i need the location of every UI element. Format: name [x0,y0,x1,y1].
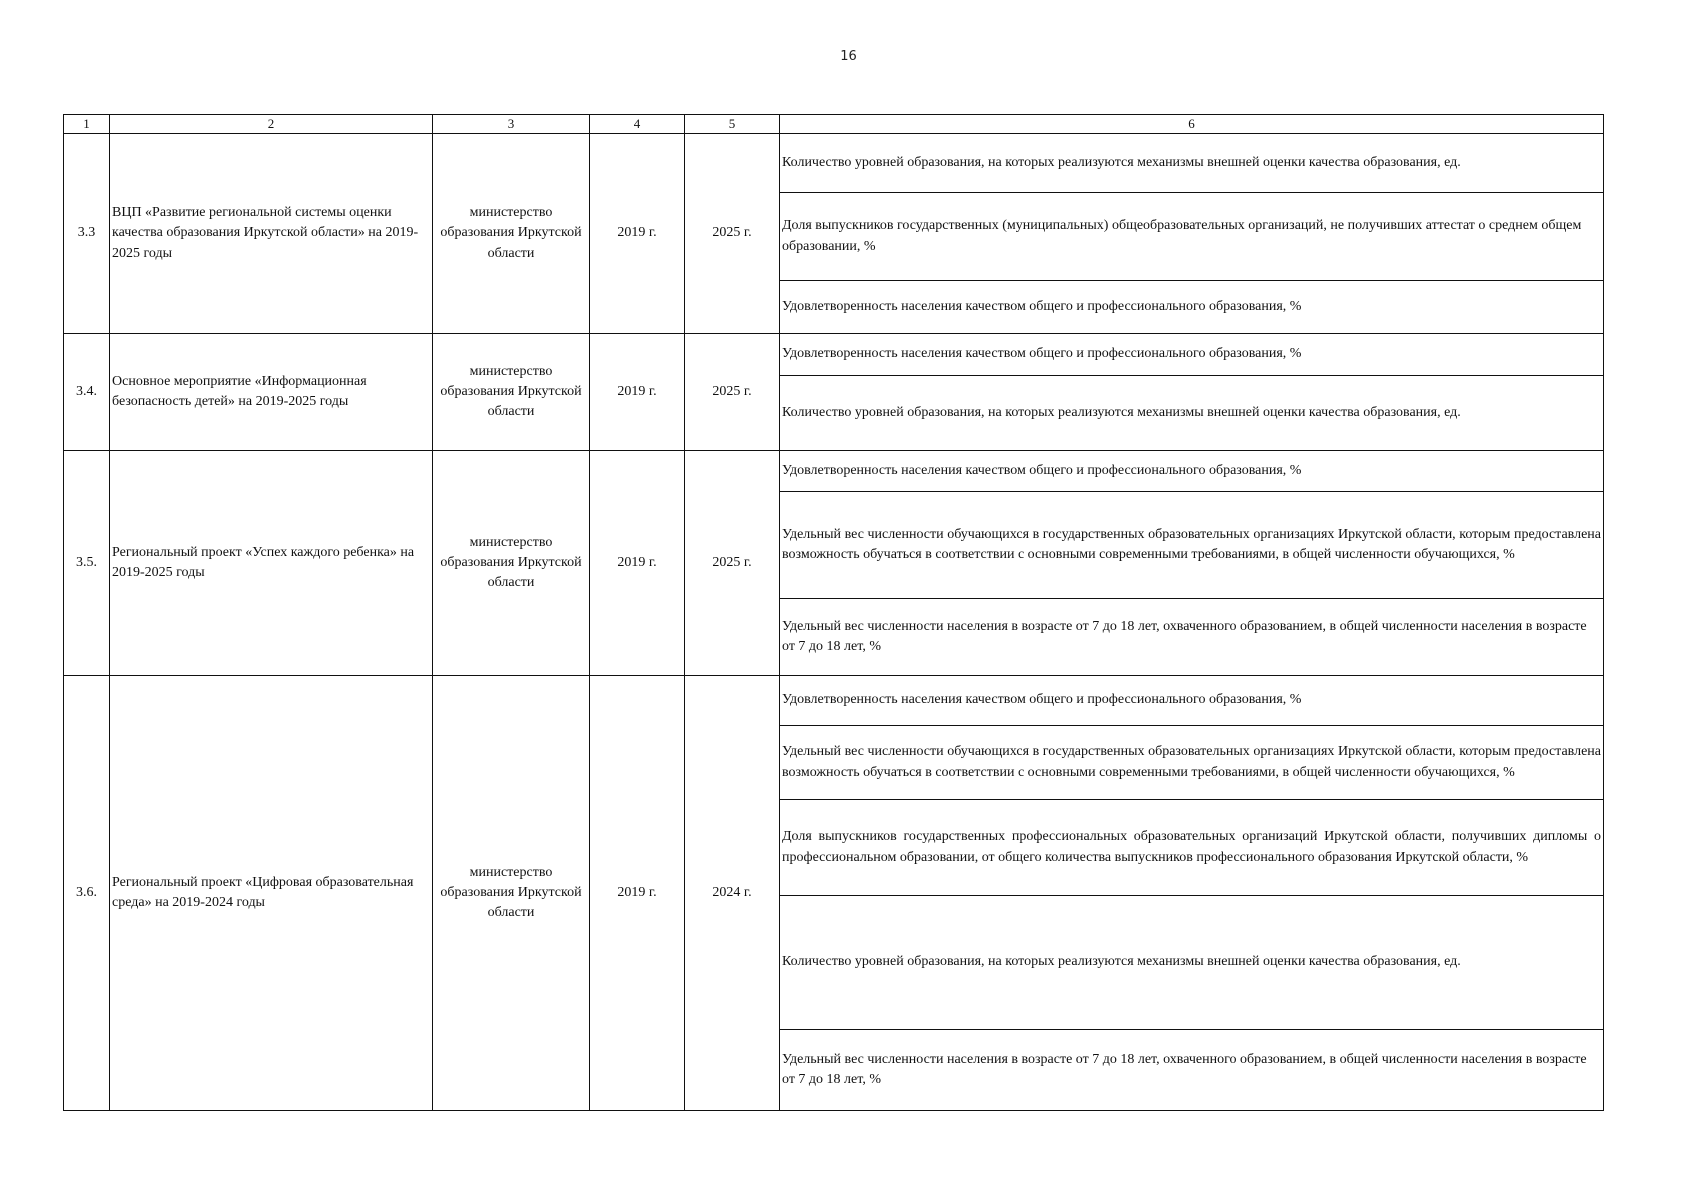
start-year: 2019 г. [590,451,685,676]
program-name: Основное мероприятие «Информационная безопасность детей» на 2019-2025 годы [110,334,433,451]
table-row [64,451,1604,492]
end-year: 2025 г. [685,451,780,676]
table-row [64,334,1604,376]
indicator: Удовлетворенность населения качеством общего и профессионального образования, % [780,451,1604,492]
indicator: Удовлетворенность населения качеством общего и профессионального образования, % [780,676,1604,726]
indicator: Количество уровней образования, на которых реализуются механизмы внешней оценки качества образования, ед. [780,896,1604,1030]
programs-table [63,114,1604,1111]
end-year: 2025 г. [685,334,780,451]
indicator: Доля выпускников государственных (муниципальных) общеобразовательных организаций, не получивших аттестат о среднем общем образовании, % [780,193,1604,281]
page-number: 16 [840,49,857,64]
indicator: Удельный вес численности обучающихся в государственных образовательных организациях Иркутской области, которым предоставлена возможность обучаться в соответствии с основными современными требованиями, в общей численности обучающихся, % [780,726,1604,800]
start-year: 2019 г. [590,334,685,451]
header-cell-5: 5 [685,115,780,134]
executor: министерство образования Иркутской области [433,334,590,451]
start-year: 2019 г. [590,134,685,334]
header-cell-3: 3 [433,115,590,134]
row-number: 3.6. [64,676,110,1111]
row-number: 3.4. [64,334,110,451]
header-cell-4: 4 [590,115,685,134]
end-year: 2025 г. [685,134,780,334]
indicator: Количество уровней образования, на которых реализуются механизмы внешней оценки качества образования, ед. [780,134,1604,193]
program-name: Региональный проект «Цифровая образовательная среда» на 2019-2024 годы [110,676,433,1111]
executor: министерство образования Иркутской области [433,676,590,1111]
indicator: Удельный вес численности населения в возрасте от 7 до 18 лет, охваченного образованием, в общей численности населения в возрасте от 7 до 18 лет, % [780,599,1604,676]
program-name: ВЦП «Развитие региональной системы оценки качества образования Иркутской области» на 2019-2025 годы [110,134,433,334]
indicator: Количество уровней образования, на которых реализуются механизмы внешней оценки качества образования, ед. [780,376,1604,451]
row-number: 3.3 [64,134,110,334]
end-year: 2024 г. [685,676,780,1111]
header-cell-1: 1 [64,115,110,134]
indicator: Удовлетворенность населения качеством общего и профессионального образования, % [780,334,1604,376]
indicator: Доля выпускников государственных профессиональных образовательных организаций Иркутской области, получивших дипломы о профессиональном образовании, от общего количества выпускников профессионального образования Иркутской области, % [780,800,1604,896]
start-year: 2019 г. [590,676,685,1111]
table-row [64,134,1604,193]
row-number: 3.5. [64,451,110,676]
indicator: Удельный вес численности населения в возрасте от 7 до 18 лет, охваченного образованием, в общей численности населения в возрасте от 7 до 18 лет, % [780,1030,1604,1111]
executor: министерство образования Иркутской области [433,134,590,334]
table-row [64,676,1604,726]
header-row [64,115,1604,134]
header-cell-2: 2 [110,115,433,134]
indicator: Удовлетворенность населения качеством общего и профессионального образования, % [780,281,1604,334]
executor: министерство образования Иркутской области [433,451,590,676]
header-cell-6: 6 [780,115,1604,134]
indicator: Удельный вес численности обучающихся в государственных образовательных организациях Иркутской области, которым предоставлена возможность обучаться в соответствии с основными современными требованиями, в общей численности обучающихся, % [780,492,1604,599]
program-name: Региональный проект «Успех каждого ребенка» на 2019-2025 годы [110,451,433,676]
